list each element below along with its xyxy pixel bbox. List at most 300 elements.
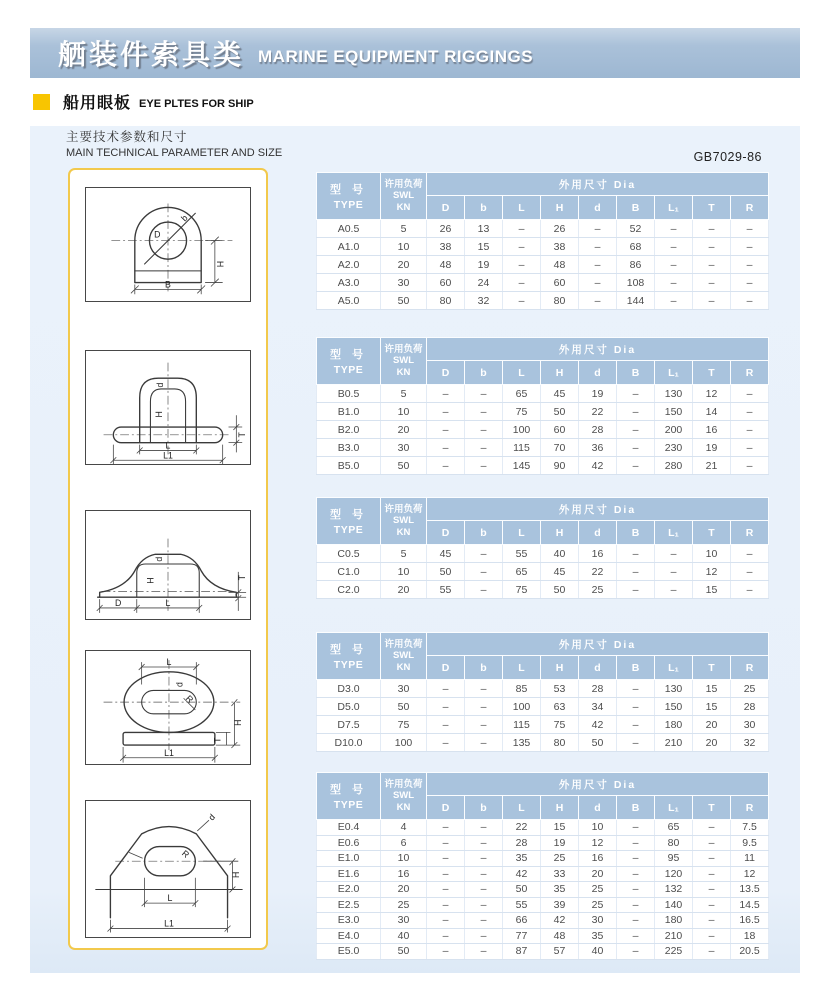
cell-value: – <box>465 563 503 581</box>
cell-value: 230 <box>655 439 693 457</box>
cell-value: 145 <box>503 457 541 475</box>
cell-value: – <box>427 928 465 944</box>
cell-value: – <box>617 545 655 563</box>
cell-value: 100 <box>503 698 541 716</box>
cell-value: – <box>465 716 503 734</box>
cell-value: 50 <box>381 944 427 960</box>
table-header-row <box>317 173 769 196</box>
col-header-dim: L₁ <box>655 796 693 820</box>
cell-type: E3.0 <box>317 913 381 929</box>
cell-value: 85 <box>503 680 541 698</box>
dim-label: L <box>165 440 171 451</box>
cell-value: 20 <box>693 734 731 752</box>
cell-value: 55 <box>503 545 541 563</box>
cell-type: E5.0 <box>317 944 381 960</box>
cell-value: – <box>427 913 465 929</box>
cell-value: 14 <box>693 403 731 421</box>
cell-value: – <box>427 439 465 457</box>
cell-value: 55 <box>427 581 465 599</box>
cell-value: – <box>503 274 541 292</box>
spec-table-series-c <box>316 497 769 599</box>
cell-value: – <box>655 238 693 256</box>
cell-type: B0.5 <box>317 385 381 403</box>
cell-value: 65 <box>503 563 541 581</box>
col-header-type: 型 号 TYPE <box>317 773 381 820</box>
dim-label: T <box>237 432 248 438</box>
cell-value: 14.5 <box>731 897 769 913</box>
cell-value: – <box>427 734 465 752</box>
section-heading <box>33 90 254 113</box>
table-header-row <box>317 498 769 521</box>
cell-value: – <box>617 421 655 439</box>
dim-label: R <box>183 693 196 705</box>
cell-value: – <box>465 698 503 716</box>
cell-value: 45 <box>541 563 579 581</box>
table-row <box>317 421 769 439</box>
spec-table-wrap-b <box>316 337 768 475</box>
cell-value: – <box>427 421 465 439</box>
table-row <box>317 944 769 960</box>
cell-value: – <box>617 403 655 421</box>
spec-table-wrap-a <box>316 172 768 310</box>
cell-value: – <box>693 882 731 898</box>
cell-value: 95 <box>655 851 693 867</box>
cell-value: – <box>693 866 731 882</box>
col-header-dim: L₁ <box>655 196 693 220</box>
subtitle-zh: 主要技术参数和尺寸 <box>66 130 188 144</box>
dim-label: d <box>154 556 165 562</box>
cell-value: 11 <box>731 851 769 867</box>
cell-value: – <box>655 563 693 581</box>
cell-value: 42 <box>503 866 541 882</box>
cell-value: 50 <box>381 292 427 310</box>
cell-value: 50 <box>381 698 427 716</box>
cell-type: C0.5 <box>317 545 381 563</box>
cell-value: 150 <box>655 698 693 716</box>
cell-value: – <box>503 256 541 274</box>
cell-value: – <box>655 220 693 238</box>
col-header-dim: T <box>693 521 731 545</box>
cell-value: 15 <box>465 238 503 256</box>
cell-value: 28 <box>579 680 617 698</box>
standard-code: GB7029-86 <box>693 150 762 164</box>
col-header-dim: b <box>465 361 503 385</box>
cell-value: 66 <box>503 913 541 929</box>
cell-value: – <box>427 716 465 734</box>
col-header-dim: H <box>541 521 579 545</box>
spec-table-wrap-c <box>316 497 768 599</box>
table-row <box>317 734 769 752</box>
col-header-dim: T <box>693 656 731 680</box>
cell-value: 28 <box>503 835 541 851</box>
col-header-dim: D <box>427 361 465 385</box>
dim-label: L1 <box>164 747 174 758</box>
cell-value: – <box>465 913 503 929</box>
cell-value: 30 <box>579 913 617 929</box>
banner-title-zh: 舾装件索具类 <box>58 39 245 70</box>
cell-value: 225 <box>655 944 693 960</box>
col-header-dim: L <box>503 521 541 545</box>
cell-value: – <box>465 897 503 913</box>
col-header-dim: R <box>731 656 769 680</box>
type-d-drawing <box>86 651 250 764</box>
cell-value: 45 <box>541 385 579 403</box>
cell-value: 15 <box>693 698 731 716</box>
cell-type: B3.0 <box>317 439 381 457</box>
dim-label: L1 <box>163 450 173 461</box>
table-row <box>317 835 769 851</box>
cell-value: 50 <box>503 882 541 898</box>
cell-value: 80 <box>655 835 693 851</box>
dim-label: b <box>179 212 190 224</box>
subtitle-en: MAIN TECHNICAL PARAMETER AND SIZE <box>66 147 283 159</box>
figures-column <box>68 168 268 950</box>
cell-value: – <box>731 545 769 563</box>
figure-type-e <box>85 800 251 938</box>
cell-type: A2.0 <box>317 256 381 274</box>
cell-value: – <box>731 385 769 403</box>
section-title-en: EYE PLTES FOR SHIP <box>139 97 254 110</box>
table-row <box>317 698 769 716</box>
cell-value: – <box>427 944 465 960</box>
cell-value: 140 <box>655 897 693 913</box>
cell-value: – <box>731 256 769 274</box>
cell-value: 35 <box>579 928 617 944</box>
cell-value: 75 <box>541 716 579 734</box>
spec-table-wrap-d <box>316 632 768 752</box>
figure-type-b <box>85 350 251 465</box>
cell-type: B1.0 <box>317 403 381 421</box>
cell-value: 65 <box>655 820 693 836</box>
cell-value: – <box>731 439 769 457</box>
col-header-dims-group: 外用尺寸 Dia <box>427 338 769 361</box>
cell-value: 210 <box>655 928 693 944</box>
dim-label: B <box>165 279 171 290</box>
cell-value: – <box>427 851 465 867</box>
cell-value: – <box>503 238 541 256</box>
cell-value: 38 <box>541 238 579 256</box>
cell-value: – <box>655 545 693 563</box>
cell-value: 135 <box>503 734 541 752</box>
cell-value: – <box>617 835 655 851</box>
cell-value: 4 <box>381 820 427 836</box>
cell-value: 13.5 <box>731 882 769 898</box>
table-row <box>317 545 769 563</box>
cell-type: B2.0 <box>317 421 381 439</box>
dim-label: D <box>115 598 122 608</box>
cell-type: E2.0 <box>317 882 381 898</box>
cell-value: 100 <box>381 734 427 752</box>
cell-value: – <box>617 385 655 403</box>
col-header-dims-group: 外用尺寸 Dia <box>427 773 769 796</box>
table-row <box>317 457 769 475</box>
cell-value: – <box>427 698 465 716</box>
cell-value: 28 <box>731 698 769 716</box>
cell-value: – <box>465 581 503 599</box>
cell-value: – <box>465 944 503 960</box>
type-e-drawing <box>86 801 250 937</box>
cell-value: – <box>731 238 769 256</box>
cell-value: – <box>579 220 617 238</box>
cell-value: – <box>693 928 731 944</box>
cell-value: 10 <box>579 820 617 836</box>
table-row <box>317 385 769 403</box>
col-header-dims-group: 外用尺寸 Dia <box>427 633 769 656</box>
cell-value: – <box>617 680 655 698</box>
cell-value: – <box>693 851 731 867</box>
cell-value: 75 <box>381 716 427 734</box>
yellow-square-marker <box>33 94 50 110</box>
spec-table-series-d <box>316 632 769 752</box>
col-header-dims-group: 外用尺寸 Dia <box>427 498 769 521</box>
cell-value: – <box>731 581 769 599</box>
cell-value: 77 <box>503 928 541 944</box>
cell-value: 35 <box>503 851 541 867</box>
cell-value: 28 <box>579 421 617 439</box>
cell-value: 75 <box>503 581 541 599</box>
cell-value: 200 <box>655 421 693 439</box>
dim-label: H <box>215 260 226 268</box>
cell-value: – <box>693 220 731 238</box>
table-row <box>317 882 769 898</box>
cell-value: – <box>617 734 655 752</box>
cell-value: – <box>731 457 769 475</box>
cell-value: 24 <box>465 274 503 292</box>
cell-value: – <box>693 256 731 274</box>
cell-value: 20 <box>693 716 731 734</box>
cell-type: E0.4 <box>317 820 381 836</box>
dim-label: L <box>167 893 173 904</box>
cell-value: 25 <box>381 897 427 913</box>
cell-value: 60 <box>541 274 579 292</box>
cell-value: – <box>617 897 655 913</box>
col-header-dim: L₁ <box>655 361 693 385</box>
cell-value: 60 <box>541 421 579 439</box>
cell-value: – <box>503 292 541 310</box>
cell-value: 5 <box>381 220 427 238</box>
cell-value: 57 <box>541 944 579 960</box>
cell-value: – <box>427 403 465 421</box>
cell-value: 48 <box>541 256 579 274</box>
cell-type: D3.0 <box>317 680 381 698</box>
page-banner <box>30 28 800 78</box>
cell-value: 10 <box>381 851 427 867</box>
cell-value: – <box>693 238 731 256</box>
dim-label: D <box>154 229 161 240</box>
cell-value: 5 <box>381 545 427 563</box>
col-header-dim: H <box>541 796 579 820</box>
cell-value: 35 <box>541 882 579 898</box>
cell-value: – <box>693 944 731 960</box>
cell-value: – <box>465 457 503 475</box>
figure-type-d <box>85 650 251 765</box>
cell-value: 9.5 <box>731 835 769 851</box>
spec-table-series-a <box>316 172 769 310</box>
col-header-type: 型 号 TYPE <box>317 338 381 385</box>
cell-value: 13 <box>465 220 503 238</box>
cell-value: – <box>579 238 617 256</box>
type-a-drawing <box>86 188 250 301</box>
cell-value: 120 <box>655 866 693 882</box>
col-header-dim: b <box>465 521 503 545</box>
col-header-type: 型 号 TYPE <box>317 498 381 545</box>
cell-type: B5.0 <box>317 457 381 475</box>
cell-value: – <box>465 928 503 944</box>
cell-value: 50 <box>427 563 465 581</box>
cell-value: 50 <box>541 403 579 421</box>
cell-value: 15 <box>541 820 579 836</box>
cell-type: D10.0 <box>317 734 381 752</box>
cell-value: 19 <box>541 835 579 851</box>
cell-value: 180 <box>655 913 693 929</box>
spec-table-series-e <box>316 772 769 960</box>
cell-value: 5 <box>381 385 427 403</box>
cell-value: 30 <box>731 716 769 734</box>
cell-value: – <box>693 897 731 913</box>
cell-value: – <box>693 820 731 836</box>
table-row <box>317 716 769 734</box>
cell-value: 63 <box>541 698 579 716</box>
figure-type-a <box>85 187 251 302</box>
cell-type: E2.5 <box>317 897 381 913</box>
cell-value: 12 <box>731 866 769 882</box>
cell-value: 144 <box>617 292 655 310</box>
cell-value: – <box>465 680 503 698</box>
cell-value: 80 <box>427 292 465 310</box>
cell-value: – <box>465 882 503 898</box>
cell-value: – <box>655 581 693 599</box>
cell-value: – <box>465 385 503 403</box>
cell-value: 32 <box>465 292 503 310</box>
spec-table-wrap-e <box>316 772 768 960</box>
cell-type: D7.5 <box>317 716 381 734</box>
cell-value: 30 <box>381 913 427 929</box>
cell-value: 70 <box>541 439 579 457</box>
cell-value: – <box>693 913 731 929</box>
cell-value: – <box>617 716 655 734</box>
cell-value: – <box>427 897 465 913</box>
cell-value: 32 <box>731 734 769 752</box>
cell-value: 108 <box>617 274 655 292</box>
cell-value: 16.5 <box>731 913 769 929</box>
cell-value: 26 <box>427 220 465 238</box>
cell-value: – <box>617 563 655 581</box>
col-header-dim: B <box>617 196 655 220</box>
col-header-dim: d <box>579 196 617 220</box>
cell-type: E0.6 <box>317 835 381 851</box>
cell-value: – <box>617 866 655 882</box>
col-header-dim: b <box>465 796 503 820</box>
cell-value: – <box>465 421 503 439</box>
cell-value: 20 <box>381 256 427 274</box>
cell-value: 68 <box>617 238 655 256</box>
col-header-dim: T <box>693 796 731 820</box>
col-header-dim: L <box>503 361 541 385</box>
col-header-dim: H <box>541 196 579 220</box>
cell-value: 22 <box>503 820 541 836</box>
cell-value: – <box>427 385 465 403</box>
dim-label: L1 <box>164 918 174 929</box>
table-row <box>317 292 769 310</box>
cell-type: A0.5 <box>317 220 381 238</box>
cell-value: 25 <box>579 897 617 913</box>
col-header-dim: L <box>503 796 541 820</box>
col-header-type: 型 号 TYPE <box>317 173 381 220</box>
cell-value: – <box>693 274 731 292</box>
cell-value: 86 <box>617 256 655 274</box>
cell-value: – <box>465 439 503 457</box>
cell-value: 34 <box>579 698 617 716</box>
cell-value: 16 <box>579 851 617 867</box>
col-header-dim: d <box>579 361 617 385</box>
cell-value: 12 <box>693 385 731 403</box>
cell-value: 10 <box>693 545 731 563</box>
cell-value: 25 <box>579 882 617 898</box>
table-row <box>317 274 769 292</box>
cell-type: A5.0 <box>317 292 381 310</box>
col-header-dim: D <box>427 196 465 220</box>
cell-value: – <box>427 882 465 898</box>
col-header-dim: d <box>579 656 617 680</box>
table-header-row <box>317 773 769 796</box>
cell-value: 80 <box>541 734 579 752</box>
cell-value: 50 <box>381 457 427 475</box>
cell-value: 22 <box>579 563 617 581</box>
cell-value: 100 <box>503 421 541 439</box>
cell-value: – <box>617 851 655 867</box>
cell-value: – <box>655 292 693 310</box>
cell-value: 50 <box>541 581 579 599</box>
cell-value: 15 <box>693 581 731 599</box>
cell-value: – <box>427 820 465 836</box>
cell-value: 40 <box>541 545 579 563</box>
dim-label: d <box>206 811 218 823</box>
cell-type: D5.0 <box>317 698 381 716</box>
table-row <box>317 403 769 421</box>
cell-value: – <box>731 421 769 439</box>
col-header-dim: R <box>731 361 769 385</box>
cell-value: 180 <box>655 716 693 734</box>
cell-value: 65 <box>503 385 541 403</box>
cell-value: 15 <box>693 680 731 698</box>
cell-value: – <box>617 457 655 475</box>
col-header-dim: B <box>617 521 655 545</box>
col-header-dim: L <box>503 196 541 220</box>
cell-value: – <box>731 403 769 421</box>
col-header-dim: D <box>427 796 465 820</box>
dim-label: H <box>231 871 242 879</box>
col-header-swl: 许用负荷 SWL KN <box>381 498 427 545</box>
table-row <box>317 238 769 256</box>
cell-value: 19 <box>693 439 731 457</box>
col-header-dim: L₁ <box>655 521 693 545</box>
cell-value: 16 <box>579 545 617 563</box>
cell-value: 52 <box>617 220 655 238</box>
cell-value: 33 <box>541 866 579 882</box>
cell-value: 20 <box>579 866 617 882</box>
table-row <box>317 866 769 882</box>
cell-value: – <box>427 680 465 698</box>
col-header-dim: B <box>617 796 655 820</box>
col-header-dim: T <box>693 196 731 220</box>
cell-value: – <box>617 928 655 944</box>
cell-value: 48 <box>427 256 465 274</box>
col-header-dim: D <box>427 521 465 545</box>
cell-value: – <box>579 274 617 292</box>
spec-table-series-b <box>316 337 769 475</box>
col-header-dim: T <box>693 361 731 385</box>
cell-value: 130 <box>655 385 693 403</box>
